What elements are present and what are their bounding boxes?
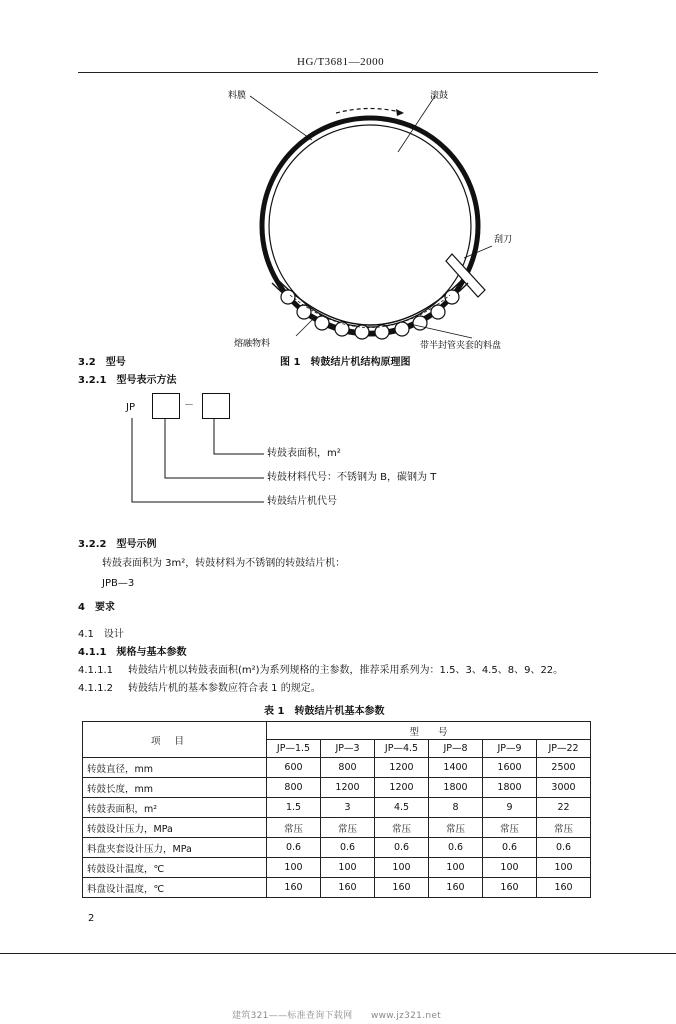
table-cell: 22	[537, 798, 591, 818]
table-row	[83, 838, 591, 858]
table-cell: 160	[375, 878, 429, 898]
table-model-2: JP—4.5	[375, 740, 429, 758]
table-cell: 160	[483, 878, 537, 898]
model-prefix: JP	[126, 402, 135, 413]
table-row-label: 转鼓长度，mm	[83, 778, 267, 798]
table-cell: 800	[321, 758, 375, 778]
section-4-1-1-title: 4.1.1 规格与基本参数	[78, 647, 187, 658]
table-model-5: JP—22	[537, 740, 591, 758]
table-row	[83, 878, 591, 898]
legend-material: 转鼓材料代号：不锈钢为 B，碳钢为 T	[267, 472, 437, 483]
section-4-1-1-1-text: 转鼓结片机以转鼓表面积(m²)为系列规格的主参数，推荐采用系列为：1.5、3、4.5、8、9、22。	[128, 665, 564, 676]
table-cell: 160	[321, 878, 375, 898]
table-cell: 0.6	[537, 838, 591, 858]
footer-watermark: 建筑321——标准查询下载网 www.jz321.net	[232, 1011, 442, 1021]
table1-caption: 表 1 转鼓结片机基本参数	[264, 706, 385, 717]
table-row	[83, 778, 591, 798]
section-4-1-1-2-text: 转鼓结片机的基本参数应符合表 1 的规定。	[128, 683, 321, 694]
model-leader-lines	[120, 416, 280, 516]
label-tray: 带半封管夹套的料盘	[420, 341, 502, 351]
table-cell: 2500	[537, 758, 591, 778]
section-4-1-1-2-number: 4.1.1.2	[78, 683, 113, 694]
table-model-4: JP—9	[483, 740, 537, 758]
section-3-2-2-title: 3.2.2 型号示例	[78, 539, 157, 550]
section-3-2-1-title: 3.2.1 型号表示方法	[78, 375, 177, 386]
table-cell: 0.6	[375, 838, 429, 858]
table-cell: 常压	[375, 818, 429, 838]
table-cell: 4.5	[375, 798, 429, 818]
table-row-label: 转鼓设计温度，℃	[83, 858, 267, 878]
footer-rule	[0, 953, 676, 954]
table-model-1: JP—3	[321, 740, 375, 758]
table-cell: 0.6	[321, 838, 375, 858]
legend-machine: 转鼓结片机代号	[267, 496, 337, 507]
table-cell: 100	[375, 858, 429, 878]
table-cell: 100	[537, 858, 591, 878]
table-cell: 100	[483, 858, 537, 878]
label-drum: 滚鼓	[430, 91, 449, 101]
table-cell: 常压	[267, 818, 321, 838]
table-cell: 0.6	[267, 838, 321, 858]
label-scraper: 刮刀	[494, 235, 513, 245]
table-cell: 3000	[537, 778, 591, 798]
table-cell: 160	[429, 878, 483, 898]
drum-film-ring	[262, 118, 478, 334]
table-cell: 常压	[483, 818, 537, 838]
table-model-header: 型 号	[267, 722, 591, 740]
table-cell: 1.5	[267, 798, 321, 818]
table-row-label: 转鼓设计压力，MPa	[83, 818, 267, 838]
table-row	[83, 758, 591, 778]
section-4-title: 4 要求	[78, 602, 115, 613]
table-cell: 1200	[375, 758, 429, 778]
section-3-2-2-text: 转鼓表面积为 3m²，转鼓材料为不锈钢的转鼓结片机：	[102, 558, 346, 569]
doc-code: HG/T3681—2000	[297, 56, 385, 68]
table-cell: 常压	[537, 818, 591, 838]
table-cell: 1200	[375, 778, 429, 798]
table-row-label: 转鼓直径，mm	[83, 758, 267, 778]
figure1-caption: 图 1 转鼓结片机结构原理图	[280, 357, 411, 368]
model-dash: －	[184, 400, 194, 411]
header-rule	[78, 72, 598, 73]
section-4-1-1-1-number: 4.1.1.1	[78, 665, 113, 676]
table-cell: 100	[429, 858, 483, 878]
table-cell: 100	[267, 858, 321, 878]
table-cell: 3	[321, 798, 375, 818]
section-3-2-title: 3.2 型号	[78, 357, 126, 368]
table-cell: 1600	[483, 758, 537, 778]
model-example: JPB—3	[102, 578, 135, 589]
table-cell: 160	[267, 878, 321, 898]
table-item-header: 项目	[83, 722, 267, 758]
table-cell: 1800	[429, 778, 483, 798]
table-cell: 800	[267, 778, 321, 798]
table-row	[83, 858, 591, 878]
table-cell: 1800	[483, 778, 537, 798]
table-cell: 1200	[321, 778, 375, 798]
table-row-label: 转鼓表面积，m²	[83, 798, 267, 818]
table-cell: 0.6	[429, 838, 483, 858]
table-cell: 8	[429, 798, 483, 818]
table-cell: 常压	[321, 818, 375, 838]
table-model-3: JP—8	[429, 740, 483, 758]
table-model-0: JP—1.5	[267, 740, 321, 758]
table-basic-parameters	[82, 721, 591, 898]
label-melt: 熔融物料	[234, 339, 271, 349]
legend-area: 转鼓表面积，m²	[267, 448, 341, 459]
table-cell: 100	[321, 858, 375, 878]
drum-body	[269, 125, 471, 327]
section-4-1-title: 4.1 设计	[78, 629, 124, 640]
figure-drum-flaker	[220, 80, 550, 370]
page-number: 2	[88, 913, 95, 924]
table-row	[83, 818, 591, 838]
table-cell: 0.6	[483, 838, 537, 858]
label-film: 料膜	[228, 91, 247, 101]
table-row-label: 料盘设计温度，℃	[83, 878, 267, 898]
table-cell: 9	[483, 798, 537, 818]
table-cell: 1400	[429, 758, 483, 778]
table-cell: 常压	[429, 818, 483, 838]
table-cell: 600	[267, 758, 321, 778]
table-row	[83, 798, 591, 818]
rotation-arrow	[336, 109, 404, 114]
table-cell: 160	[537, 878, 591, 898]
table-row-label: 料盘夹套设计压力，MPa	[83, 838, 267, 858]
